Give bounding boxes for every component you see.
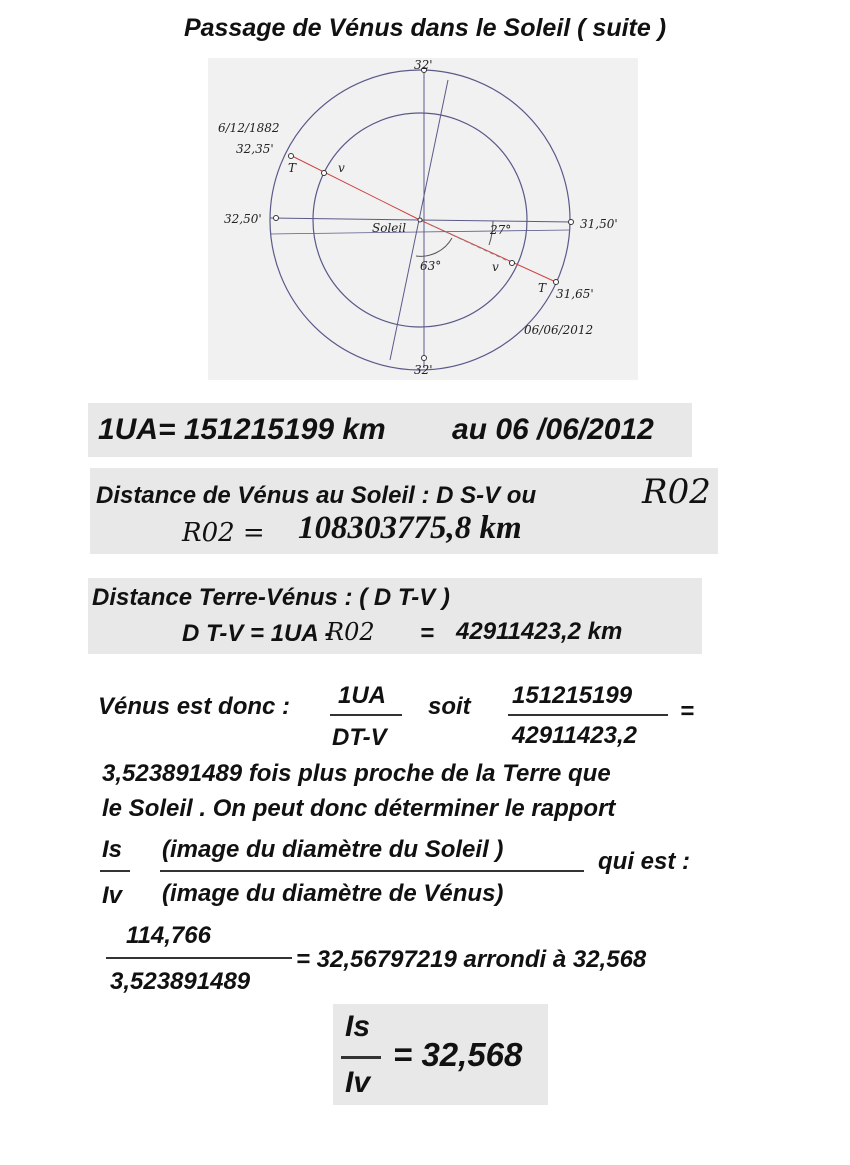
- ua-text: 1UA= 151215199 km: [98, 413, 386, 446]
- transit-diagram: [208, 58, 638, 380]
- point-right: [569, 220, 574, 225]
- label-bottom: 32': [414, 363, 433, 377]
- r02-symbol: R02: [642, 472, 711, 512]
- point-venus-1882: [322, 171, 327, 176]
- fraction1-line: [330, 714, 402, 716]
- ua-date: au 06 /06/2012: [452, 413, 654, 446]
- label-angle-63: 63°: [420, 259, 442, 273]
- is-label: Is: [102, 836, 123, 863]
- label-venus-2012: v: [492, 260, 499, 274]
- fraction2-numerator: 151215199: [512, 682, 633, 709]
- image-fraction-line: [160, 870, 584, 872]
- distance-tv-equals: =: [420, 620, 435, 647]
- final-result-box: [333, 1004, 548, 1105]
- point-bottom: [422, 356, 427, 361]
- label-value-2012: 31,65': [556, 287, 594, 301]
- final-iv: Iv: [345, 1066, 371, 1099]
- distance-sv-text: Distance de Vénus au Soleil : D S-V ou: [96, 482, 537, 509]
- point-left: [274, 216, 279, 221]
- ratio-result: = 32,56797219 arrondi à 32,568: [296, 946, 647, 973]
- fraction2-denominator: 42911423,2: [512, 722, 638, 749]
- ua-box: [88, 403, 692, 457]
- transit-diagram-svg: [208, 58, 638, 380]
- label-date-2012: 06/06/2012: [524, 323, 594, 337]
- angle-arc-63: [416, 238, 452, 256]
- label-earth-1882: T: [288, 161, 297, 175]
- point-earth-1882: [289, 154, 294, 159]
- qui-est-text: qui est :: [598, 848, 691, 875]
- r02-equals: R02 =: [182, 518, 265, 548]
- distance-tv-value: 42911423,2 km: [456, 618, 623, 645]
- is-iv-line: [100, 870, 130, 872]
- distance-sv-box: [90, 468, 718, 554]
- label-sun: Soleil: [372, 221, 407, 235]
- iv-label: Iv: [102, 882, 123, 909]
- distance-tv-formula: D T-V = 1UA -: [182, 620, 333, 647]
- label-date-1882: 6/12/1882: [218, 121, 280, 135]
- page-title: Passage de Vénus dans le Soleil ( suite ): [183, 14, 667, 42]
- label-venus-1882: v: [338, 161, 345, 175]
- image-venus-text: (image du diamètre de Vénus): [162, 880, 504, 907]
- ratio-soit: soit: [428, 693, 471, 720]
- ratio-line2: le Soleil . On peut donc déterminer le rapport: [102, 795, 616, 822]
- r02-symbol-small: R02: [326, 618, 375, 646]
- label-top: 32': [414, 58, 433, 72]
- ratio-intro: Vénus est donc :: [98, 693, 291, 720]
- distance-tv-title: Distance Terre-Vénus : ( D T-V ): [92, 584, 450, 611]
- final-value: = 32,568: [393, 1036, 523, 1073]
- ratio-line1: 3,523891489 fois plus proche de la Terre que: [102, 760, 611, 787]
- final-fraction-line: [341, 1056, 381, 1059]
- label-earth-2012: T: [538, 281, 547, 295]
- fraction3-line: [106, 957, 292, 959]
- label-value-1882: 32,35': [236, 142, 274, 156]
- fraction2-equals: =: [680, 698, 695, 725]
- fraction3-denominator: 3,523891489: [110, 968, 251, 995]
- image-sun-text: (image du diamètre du Soleil ): [162, 836, 504, 863]
- fraction3-numerator: 114,766: [126, 922, 211, 949]
- point-sun: [418, 218, 422, 222]
- fraction2-line: [508, 714, 668, 716]
- label-left: 32,50': [224, 212, 262, 226]
- tilted-axis-2: [270, 230, 570, 234]
- label-right: 31,50': [580, 217, 618, 231]
- fraction1-numerator: 1UA: [338, 682, 387, 709]
- label-angle-27: 27°: [490, 223, 512, 237]
- transit-line-1882: [290, 155, 420, 220]
- distance-sv-value: 108303775,8 km: [298, 510, 522, 546]
- fraction1-denominator: DT-V: [332, 724, 387, 751]
- point-earth-2012: [554, 280, 559, 285]
- distance-tv-box: [88, 578, 702, 654]
- final-is: Is: [345, 1010, 371, 1043]
- point-venus-2012: [510, 261, 515, 266]
